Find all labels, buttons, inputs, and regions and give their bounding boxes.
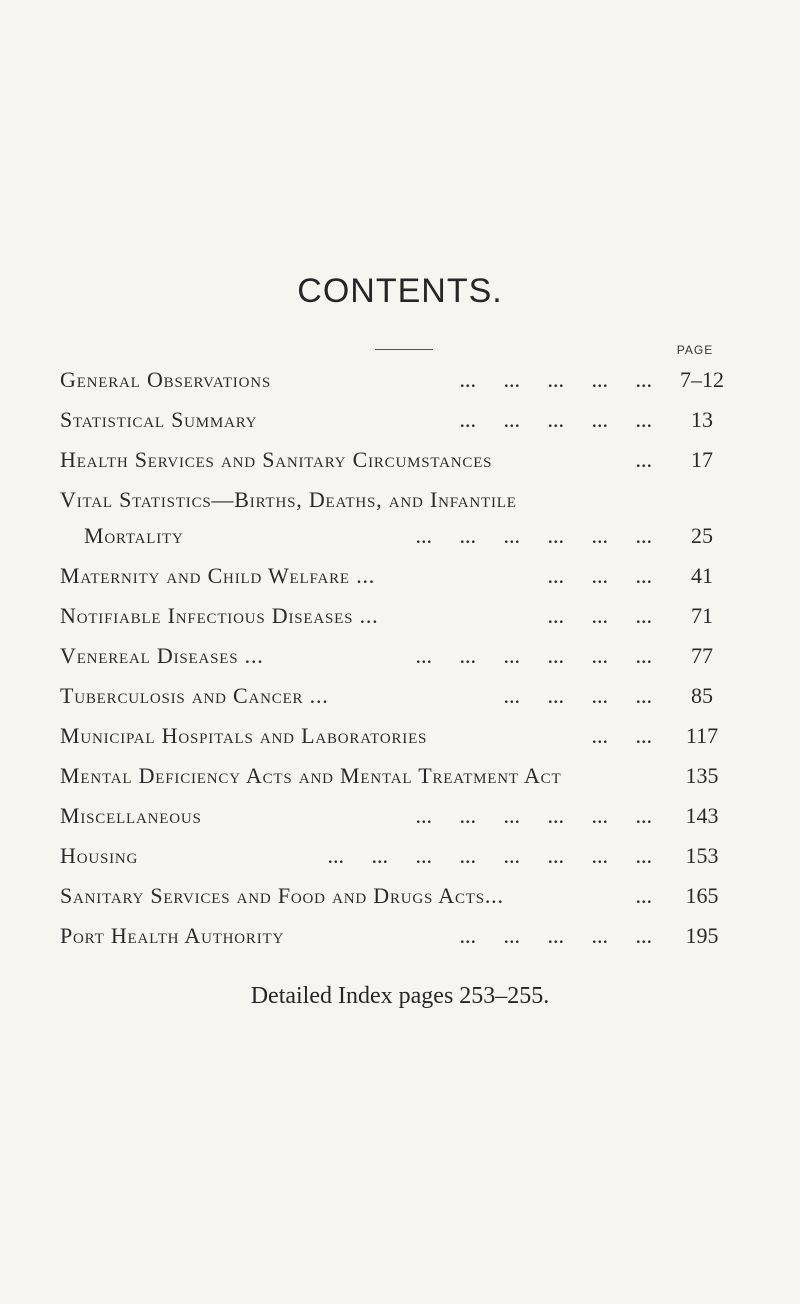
toc-entry-port-health — [60, 923, 750, 953]
toc-entry-infectious-diseases — [60, 603, 750, 633]
toc-entry-housing — [60, 843, 750, 873]
toc-label: Miscellaneous — [60, 803, 202, 828]
toc-page-number: 7–12 — [680, 367, 724, 392]
toc-page-number: 25 — [691, 523, 713, 548]
toc-label: Municipal Hospitals and Laboratories — [60, 723, 428, 748]
toc-entry-sanitary-services — [60, 883, 750, 913]
toc-entry-venereal-diseases — [60, 643, 750, 673]
toc-page-number: 165 — [685, 883, 719, 908]
toc-label: Statistical Summary — [60, 407, 258, 432]
toc-page-number: 85 — [691, 683, 713, 708]
toc-entry-municipal-hospitals — [60, 723, 750, 753]
toc-label: General Observations — [60, 367, 271, 392]
toc-leader-dots: ... ... ... ... ... ... ... ... — [327, 843, 652, 868]
toc-leader-dots: ... ... ... — [547, 563, 652, 588]
toc-entry-vital-statistics-continued — [60, 523, 750, 553]
toc-label-continuation: Mortality — [84, 523, 184, 548]
toc-label: Port Health Authority — [60, 923, 285, 948]
toc-page-number: 117 — [685, 723, 719, 748]
toc-page-number: 71 — [691, 603, 713, 628]
toc-leader-dots: ... ... ... — [547, 603, 652, 628]
toc-entry-statistical-summary — [60, 407, 750, 437]
toc-page-number: 153 — [685, 843, 719, 868]
toc-entry-general-observations — [60, 367, 750, 397]
toc-label: Tuberculosis and Cancer ... — [60, 683, 329, 708]
toc-page-number: 77 — [691, 643, 713, 668]
toc-page-number: 41 — [691, 563, 713, 588]
toc-entry-health-services — [60, 447, 750, 477]
toc-leader-dots: ... ... — [591, 723, 652, 748]
toc-label: Maternity and Child Welfare ... — [60, 563, 376, 588]
toc-page-number: 143 — [685, 803, 719, 828]
toc-label: Venereal Diseases ... — [60, 643, 264, 668]
toc-leader-dots: ... ... ... ... ... ... — [415, 523, 652, 548]
toc-page-number: 135 — [685, 763, 719, 788]
toc-label: Health Services and Sanitary Circumstances — [60, 447, 493, 472]
toc-entry-vital-statistics — [60, 487, 750, 517]
toc-entry-tuberculosis — [60, 683, 750, 713]
title-divider — [375, 349, 433, 350]
toc-page-number: 17 — [691, 447, 713, 472]
toc-entry-maternity — [60, 563, 750, 593]
contents-title: CONTENTS. — [297, 272, 503, 310]
toc-label: Housing — [60, 843, 139, 868]
toc-leader-dots: ... ... ... ... ... ... — [415, 643, 652, 668]
page-column-heading: PAGE — [676, 343, 714, 357]
toc-leader-dots: ... ... ... ... ... — [459, 367, 652, 392]
toc-leader-dots: ... ... ... ... ... — [459, 407, 652, 432]
toc-label: Mental Deficiency Acts and Mental Treatment Act — [60, 763, 562, 788]
toc-leader-dots: ... ... ... ... — [503, 683, 652, 708]
toc-entry-mental-deficiency — [60, 763, 750, 793]
toc-leader-dots: ... ... ... ... ... ... — [415, 803, 652, 828]
toc-page-number: 195 — [685, 923, 719, 948]
detailed-index-note: Detailed Index pages 253–255. — [250, 983, 550, 1009]
toc-leader-dots: ... — [635, 447, 652, 472]
toc-label: Vital Statistics—Births, Deaths, and Infantile — [60, 487, 517, 512]
toc-leader-dots: ... ... ... ... ... — [459, 923, 652, 948]
toc-leader-dots: ... — [635, 883, 652, 908]
toc-entry-miscellaneous — [60, 803, 750, 833]
toc-label: Notifiable Infectious Diseases ... — [60, 603, 379, 628]
toc-page-number: 13 — [691, 407, 713, 432]
toc-label: Sanitary Services and Food and Drugs Acts... — [60, 883, 504, 908]
